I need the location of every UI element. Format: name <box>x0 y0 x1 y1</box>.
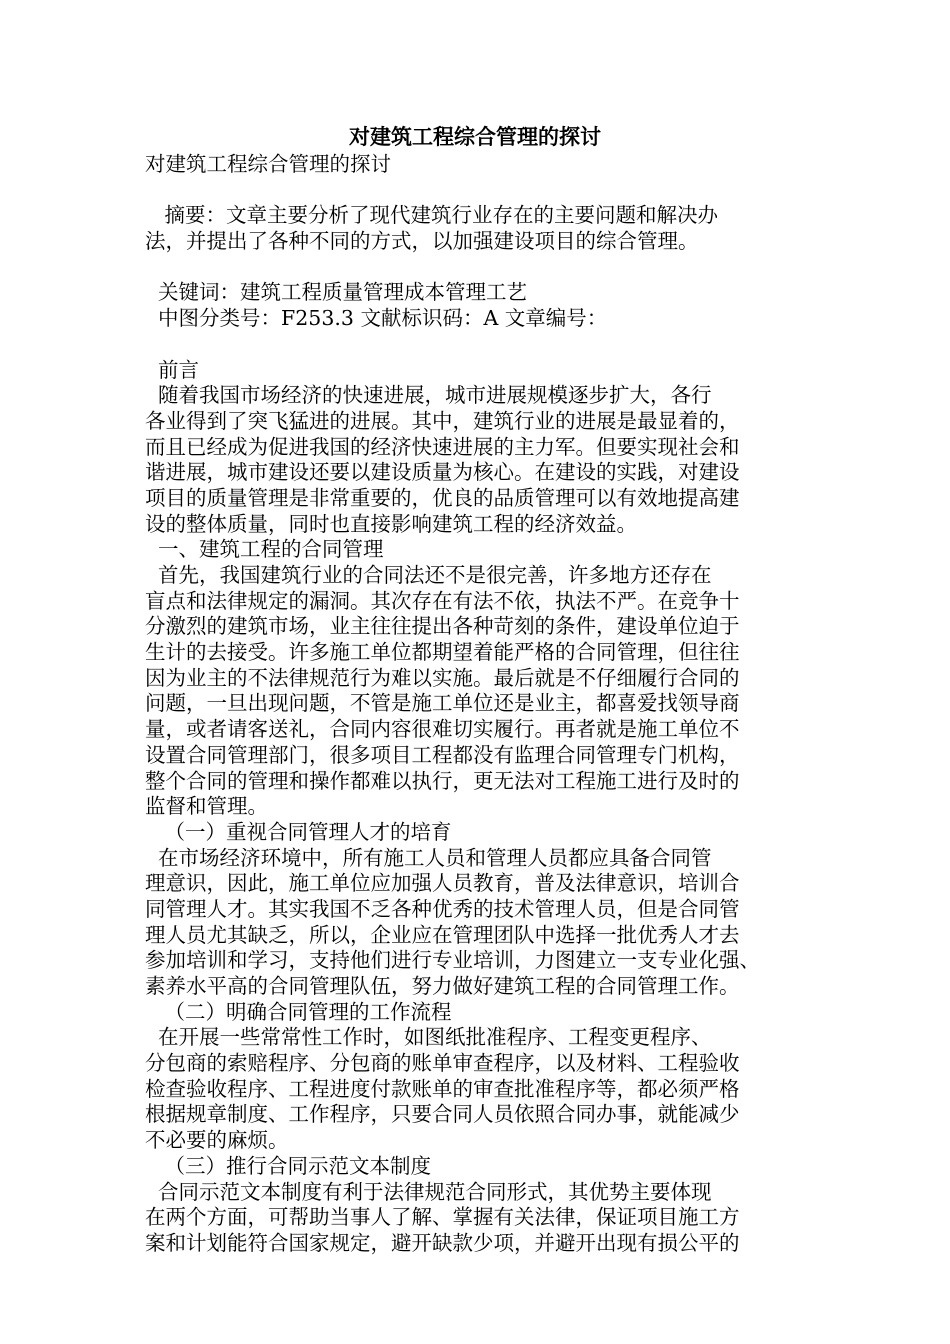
paragraph-line: 因为业主的不法律规范行为难以实施。最后就是不仔细履行合同的 <box>145 665 740 690</box>
paragraph-line: 设的整体质量，同时也直接影响建筑工程的经济效益。 <box>145 511 637 536</box>
paragraph-line: 合同示范文本制度有利于法律规范合同形式，其优势主要体现 <box>145 1179 712 1204</box>
paragraph-line: 案和计划能符合国家规定，避开缺款少项，并避开出现有损公平的 <box>145 1230 740 1255</box>
paragraph-line: 设置合同管理部门，很多项目工程都没有监理合同管理专门机构， <box>145 742 740 767</box>
paragraph-line: 素养水平高的合同管理队伍，努力做好建筑工程的合同管理工作。 <box>145 974 740 998</box>
abstract-line: 摘要：文章主要分析了现代建筑行业存在的主要问题和解决办 <box>145 203 719 228</box>
paragraph-line: 整个合同的管理和操作都难以执行，更无法对工程施工进行及时的 <box>145 768 740 793</box>
paragraph-line: 生计的去接受。许多施工单位都期望着能严格的合同管理，但往往 <box>145 640 740 665</box>
paragraph-line: 盲点和法律规定的漏洞。其次存在有法不依，执法不严。在竞争十 <box>145 588 740 613</box>
paragraph-line: 首先，我国建筑行业的合同法还不是很完善，许多地方还存在 <box>145 563 712 587</box>
blank-line <box>145 332 805 358</box>
abstract-line: 法，并提出了各种不同的方式，以加强建设项目的综合管理。 <box>145 229 699 254</box>
paragraph-line: 理人员尤其缺乏，所以，企业应在管理团队中选择一批优秀人才去 <box>145 922 740 947</box>
paragraph-line: 而且已经成为促进我国的经济快速进展的主力军。但要实现社会和 <box>145 434 740 459</box>
paragraph-line: 项目的质量管理是非常重要的，优良的品质管理可以有效地提高建 <box>145 485 740 510</box>
paragraph-line: 理意识，因此，施工单位应加强人员教育，普及法律意识，培训合 <box>145 871 740 896</box>
paragraph-line: 不必要的麻烦。 <box>145 1128 289 1153</box>
document-page <box>145 122 805 1257</box>
document-title: 对建筑工程综合管理的探讨 <box>349 124 601 149</box>
subsection-heading: （三）推行合同示范文本制度 <box>145 1153 432 1178</box>
paragraph-line: 各业得到了突飞猛进的进展。其中，建筑行业的进展是最显着的， <box>145 408 740 433</box>
paragraph-line: 随着我国市场经济的快速进展，城市进展规模逐步扩大，各行 <box>145 383 712 408</box>
paragraph-line: 监督和管理。 <box>145 794 268 819</box>
keywords-line: 关键词：建筑工程质量管理成本管理工艺 <box>145 280 528 305</box>
document-subtitle: 对建筑工程综合管理的探讨 <box>145 152 391 176</box>
paragraph-line: 分激烈的建筑市场，业主往往提出各种苛刻的条件，建设单位迫于 <box>145 614 740 639</box>
paragraph-line: 在两个方面，可帮助当事人了解、掌握有关法律，保证项目施工方 <box>145 1205 740 1230</box>
paragraph-line: 问题，一旦出现问题，不管是施工单位还是业主，都喜爱找领导商 <box>145 691 740 716</box>
classification-line: 中图分类号：F253.3 文献标识码：A 文章编号： <box>145 306 608 331</box>
paragraph-line: 参加培训和学习，支持他们进行专业培训，力图建立一支专业化强、 <box>145 948 760 973</box>
blank-line <box>145 255 805 281</box>
paragraph-line: 在开展一些常常性工作时，如图纸批准程序、工程变更程序、 <box>145 1025 712 1050</box>
paragraph-line: 在市场经济环境中，所有施工人员和管理人员都应具备合同管 <box>145 845 712 870</box>
section-heading: 一、建筑工程的合同管理 <box>145 537 384 562</box>
paragraph-line: 量，或者请客送礼，合同内容很难切实履行。再者就是施工单位不 <box>145 717 740 742</box>
paragraph-line: 分包商的索赔程序、分包商的账单审查程序，以及材料、工程验收 <box>145 1051 740 1076</box>
subsection-heading: （二）明确合同管理的工作流程 <box>145 999 452 1024</box>
paragraph-line: 同管理人才。其实我国不乏各种优秀的技术管理人员，但是合同管 <box>145 896 740 921</box>
paragraph-line: 检查验收程序、工程进度付款账单的审查批准程序等，都必须严格 <box>145 1076 740 1101</box>
subsection-heading: （一）重视合同管理人才的培育 <box>145 819 452 844</box>
blank-line <box>145 178 805 204</box>
preface-heading: 前言 <box>145 357 200 382</box>
paragraph-line: 根据规章制度、工作程序，只要合同人员依照合同办事，就能减少 <box>145 1102 740 1127</box>
paragraph-line: 谐进展，城市建设还要以建设质量为核心。在建设的实践，对建设 <box>145 460 740 485</box>
